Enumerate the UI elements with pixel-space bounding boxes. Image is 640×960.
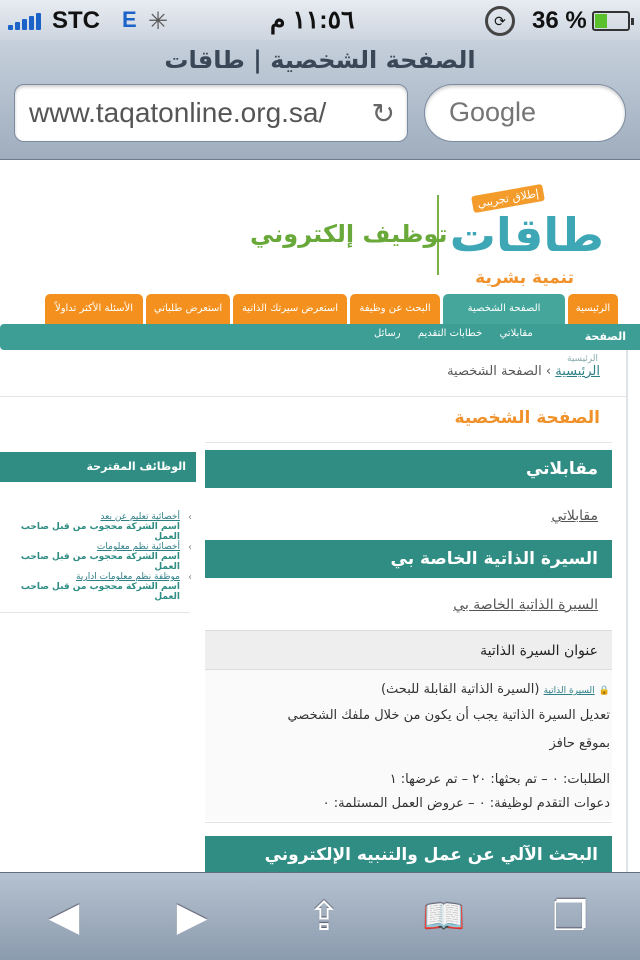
page-heading: الصفحة الشخصية [454,408,600,428]
main-nav [40,294,640,324]
breadcrumb-home[interactable]: الرئيسية [555,364,600,379]
search-input[interactable] [449,97,609,128]
battery-icon [592,11,630,31]
network-type: E [122,7,137,32]
auto-search-header: البحث الآلي عن عمل والتنبيه الإلكتروني [205,836,612,872]
logo-subtitle: تنمية بشرية [475,268,574,288]
browser-toolbar [0,872,640,960]
tab-job-search[interactable]: البحث عن وظيفة [350,294,440,324]
cv-item-link[interactable]: السيرة الذاتية [543,686,595,696]
chevron-left-icon: ‹ [188,542,192,553]
logo-badge: إطلاق تجريبي [471,184,545,213]
page-title-bar: الصفحة الشخصية | طاقات [164,46,476,74]
sub-nav-interviews[interactable]: مقابلاتي [499,328,533,339]
sub-nav-cover-letters[interactable]: خطابات التقديم [417,328,483,339]
tab-faq[interactable]: الأسئلة الأكثر تداولاً [45,294,143,324]
url-text: www.taqatonline.org.sa/ [29,97,327,128]
interviews-header: مقابلاتي [205,450,612,488]
reload-icon[interactable]: ↻ [368,97,395,130]
rotation-lock-icon: ⟳ [485,6,515,36]
tab-view-cv[interactable]: استعرض سيرتك الذاتية [233,294,347,324]
tab-my-applications[interactable]: استعرض طلباتي [146,294,230,324]
signal-icon [8,13,41,30]
breadcrumb [447,364,600,379]
browser-chrome [0,40,640,160]
status-bar [0,0,640,40]
divider [0,612,190,613]
cv-note-1: تعديل السيرة الذاتية يجب أن يكون من خلال ملفك الشخصي [287,708,610,723]
suggested-job-item[interactable] [0,512,192,542]
back-button[interactable]: ◀ [48,894,80,940]
cv-link[interactable]: السيرة الذاتية الخاصة بي [453,597,598,613]
carrier-label: STC [52,7,100,34]
cv-note-2: بموقع حافز [549,736,610,751]
company-name: اسم الشركة محجوب من قبل صاحب العمل [20,522,180,542]
search-field[interactable] [424,84,626,142]
taqat-logo[interactable] [449,186,604,290]
suggested-job-item[interactable] [0,572,192,602]
pages-button[interactable]: ❐ [552,894,588,940]
logo-text: طاقات [449,208,604,262]
cv-title-label: عنوان السيرة الذاتية [205,630,612,670]
chevron-left-icon: ‹ [188,512,192,523]
job-title-link[interactable]: أخصائية نظم معلومات [96,542,180,552]
tab-home[interactable]: الرئيسية [568,294,618,324]
sub-nav-home[interactable]: الصفحة [584,330,626,343]
company-name: اسم الشركة محجوب من قبل صاحب العمل [20,582,180,602]
sub-nav-messages[interactable]: رسائل [374,328,401,339]
cv-stats-2: دعوات التقدم لوظيفة: ٠ – عروض العمل المستلمة: ٠ [322,796,610,811]
share-button[interactable]: ⇪ [307,894,341,940]
tab-profile[interactable]: الصفحة الشخصية [443,294,565,326]
chevron-left-icon: ‹ [188,572,192,583]
breadcrumb-current: الصفحة الشخصية [447,364,542,379]
activity-spinner-icon: ✳ [148,8,169,35]
divider [0,396,628,397]
suggested-jobs-title: الوظائف المقترحة [0,452,196,482]
suggested-jobs-sidebar [0,452,196,602]
site-tagline: توظيف إلكتروني [250,220,448,248]
lock-icon: 🔒 [598,686,610,696]
sub-nav-bar [0,324,640,350]
cv-item-desc: (السيرة الذاتية القابلة للبحث) [380,682,540,697]
divider [205,442,612,443]
job-title-link[interactable]: أخصائية تعليم عن بعد [100,512,180,522]
breadcrumb-faded: الرئيسية [567,354,598,364]
cv-header: السيرة الذاتية الخاصة بي [205,540,612,578]
clock: ١١:٥٦ م [270,6,355,34]
web-page [0,160,640,872]
battery-percent: 36 % [532,7,587,34]
sub-nav-links [360,328,533,339]
company-name: اسم الشركة محجوب من قبل صاحب العمل [20,552,180,572]
interviews-link[interactable]: مقابلاتي [551,508,598,524]
cv-item [381,682,610,697]
breadcrumb-separator: › [545,364,552,379]
suggested-job-item[interactable] [0,542,192,572]
divider [205,822,612,823]
cv-stats-1: الطلبات: ٠ – تم بحثها: ٢٠ – تم عرضها: ١ [389,772,610,787]
forward-button[interactable]: ▶ [176,894,208,940]
bookmarks-button[interactable]: 📖 [422,897,466,937]
job-title-link[interactable]: موظفة نظم معلومات ادارية [76,572,180,582]
url-field[interactable] [14,84,408,142]
